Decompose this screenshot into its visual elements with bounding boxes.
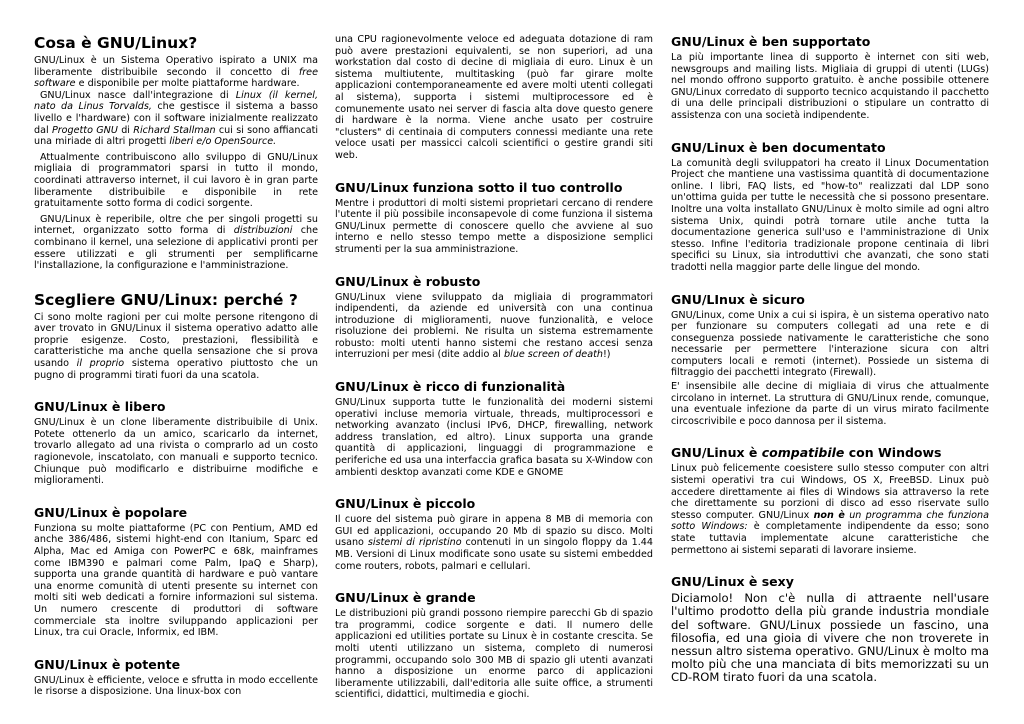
heading-ricco: GNU/Linux è ricco di funzionalità	[335, 379, 566, 395]
column-2	[335, 34, 653, 701]
paragraph-controllo: Mentre i produttori di molti sistemi proprietari cercano di rendere l'utente il più possibile inconsapevole di come funziona il sistema GNU/Linux permette di conoscere quello che avviene al suo interno e nello stesso tempo mette a disposizione semplici strumenti per la sua amministrazione.	[335, 197, 653, 255]
paragraph-piccolo: Il cuore del sistema può girare in appena 8 MB di memoria con GUI ed applicazioni, occupando 20 Mb di spazio su disco. Molti usano sistemi di ripristino contenuti in un singolo floppy da 1.44 MB. Versioni di Linux modificate sono usate su sistemi embedded come routers, robots, palmari e cellulari.	[335, 514, 653, 572]
paragraph-popolare: Funziona su molte piattaforme (PC con Pentium, AMD ed anche 386/486, sistemi hight-end con Itanium, Sparc ed Alpha, Mac ed Amiga con PowerPC e 68k, mainframes come IBM390 e palmari come Palm, IpaQ e Sharp), supporta una grande quantità di hardware e può vantare una enorme comunità di utenti presente su internet con molti siti web dedicati a fornire informazioni sul sistema. Un numero crescente di produttori di software commerciale sta inoltre sviluppando applicazioni per Linux, tra cui Oracle, Informix, ed IBM.	[34, 522, 318, 639]
title-cosa-e-gnu-linux: Cosa è GNU/Linux?	[34, 34, 198, 52]
heading-sicuro: GNU/LInux è sicuro	[671, 291, 805, 307]
title-scegliere-gnu-linux: Scegliere GNU/Linux: perché ?	[34, 290, 298, 309]
paragraph-intro: GNU/Linux è un Sistema Operativo ispirato a UNIX ma liberamente distribuibile secondo il concetto di free software e disponibile per molte piattaforme hardware.	[34, 55, 318, 90]
paragraph-reasons: Ci sono molte ragioni per cui molte persone ritengono di aver trovato in GNU/Linux il sistema operativo adatto alle proprie esigenze. Costo, prestazioni, flessibilità e caratteristiche ma anche quella sensazione che si prova usando il proprio sistema operativo piuttosto che un pugno di programmi tirati fuori da una scatola.	[34, 311, 318, 381]
paragraph-libero: GNU/Linux è un clone liberamente distribuibile di Unix. Potete ottenerlo da un amico, scaricarlo da internet, trovarlo allegato ad una rivista o comprarlo ad un costo ragionevole, inscatolato, con manuali e supporto tecnico. Chiunque può modificarlo e distribuirne modifiche e miglioramenti.	[34, 417, 318, 487]
heading-sexy: GNU/Linux è sexy	[671, 574, 794, 590]
heading-popolare: GNU/Linux è popolare	[34, 504, 188, 520]
paragraph-sicuro-1: GNU/Linux, come Unix a cui si ispira, è un sistema operativo nato per funzionare su computers collegati ad una rete e di conseguenza possiede nativamente le caratteristiche che sono necessarie per permettere l'interazione sicura con altri computers locali e remoti (internet). Possiede un sistema di filtraggio dei pacchetti integrato (Firewall).	[671, 309, 989, 379]
paragraph-sexy: Diciamolo! Non c'è nulla di attraente nell'usare l'ultimo prodotto della più grande industria mondiale del software. GNU/Linux possiede un fascino, una filosofia, ed una gioia di vivere che non troverete in nessun altro sistema operativo. GNU/Linux è molto ma molto più che una manciata di bits memorizzati su un CD-ROM tirato fuori da una scatola.	[671, 591, 989, 685]
paragraph-distributions: GNU/Linux è reperibile, oltre che per singoli progetti su internet, organizzato sotto forma di distribuzioni che combinano il kernel, una selezione di applicativi pronti per essere utilizzati e gli strumenti per semplificarne l'installazione, la configurazione e l'amministrazione.	[34, 213, 318, 272]
paragraph-potente-continued: una CPU ragionevolmente veloce ed adeguata dotazione di ram può avere prestazioni equivalenti, se non superiori, ad una workstation dal costo di decine di migliaia di euro. Linux è un sistema multiutente, multitasking (può far girare molte applicazioni contemporaneamente ed avere molti utenti collegati al sistema), supporta i sistemi multiprocessore ed è comunemente usato nei server di fascia alta dove questo genere di hardware è la norma. Viene anche usato per costruire "clusters" di centinaia di computers connessi mediante una rete veloce usati per massicci calcoli scientifici o gestire grandi siti web.	[335, 34, 653, 161]
paragraph-compatibile: Linux può felicemente coesistere sullo stesso computer con altri sistemi operativi tra cui Windows, OS X, FreeBSD. Linux può accedere direttamente ai files di Windows sia attraverso la rete che direttamente su porzioni di disco ad esso riservate sullo stesso computer. GNU/Linux non è un programma che funziona sotto Windows: è completamente indipendente da esso; sono state tuttavia implementate alcune caratteristiche che permettono ai sistemi separati di lavorare insieme.	[671, 463, 989, 556]
paragraph-origins: GNU/Linux nasce dall'integrazione di Linux (il kernel, nato da Linus Torvalds, che gestisce il sistema a basso livello e l'hardware) con il software inizialmente realizzato dal Progetto GNU di Richard Stallman cui si sono affiancati una miriade di altri progetti liberi e/o OpenSource.	[34, 89, 319, 148]
paragraph-grande: Le distribuzioni più grandi possono riempire parecchi Gb di spazio tra programmi, codice sorgente e dati. Il numero delle applicazioni ed utilities portate su Linux è in costante crescita. Se molti utenti utilizzano un sistema, completo di numerosi programmi, occupando solo 300 MB di spazio gli utenti avanzati hanno a disposizione un enorme parco di applicazioni liberamente utilizzabili, dall'editoria alle suite office, a strumenti scientifici, didattici, multimedia e giochi.	[335, 608, 653, 701]
heading-libero: GNU/Linux è libero	[34, 399, 166, 415]
heading-grande: GNU/Linux è grande	[335, 590, 476, 606]
heading-documentato: GNU/Linux è ben documentato	[671, 139, 886, 155]
paragraph-robusto: GNU/Linux viene sviluppato da migliaia di programmatori indipendenti, da aziende ed università con una continua introduzione di miglioramenti, nuove funzionalità, e veloce risoluzione dei problemi. Ne risulta un sistema estremamente robusto: molti utenti hanno sistemi che restano accesi senza interruzioni per mesi (dite addio al blue screen of death!)	[335, 291, 653, 361]
heading-compatibile: GNU/Linux è compatibile con Windows	[671, 445, 942, 461]
paragraph-ricco: GNU/Linux supporta tutte le funzionalità dei moderni sistemi operativi incluse memoria virtuale, threads, multiprocessori e networking avanzato (inclusi IPv6, DHCP, firewalling, network address translation, ed altro). Linux supporta una grande quantità di applicazioni, linguaggi di programmazione e periferiche ed usa una interfaccia grafica basata su X-Window con ambienti desktop avanzati come KDE e GNOME	[335, 397, 653, 478]
column-1	[34, 34, 318, 698]
paragraph-potente: GNU/Linux è efficiente, veloce e sfrutta in modo eccellente le risorse a disposizione. Una linux-box con	[34, 674, 318, 698]
paragraph-supportato: La più importante linea di supporto è internet con siti web, newsgroups and mailing lists. Migliaia di gruppi di utenti (LUGs) nel mondo offrono supporto gratuito. è anche possibile ottenere GNU/Linux corredato di supporto tecnico acquistando il pacchetto di una delle principali distribuzioni o stipulare un contratto di assistenza con una società indipendente.	[671, 52, 989, 121]
paragraph-contributors: Attualmente contribuiscono allo sviluppo di GNU/Linux migliaia di programmatori sparsi in tutto il mondo, coordinati attraverso internet, il cui lavoro è in gran parte liberamente distribuibile e disponibile in rete gratuitamente sotto forma di codici sorgente.	[34, 151, 318, 210]
heading-supportato: GNU/Linux è ben supportato	[671, 34, 871, 49]
heading-piccolo: GNU/Linux è piccolo	[335, 496, 476, 512]
column-3	[671, 34, 989, 685]
heading-controllo: GNU/Linux funziona sotto il tuo controllo	[335, 179, 623, 195]
heading-robusto: GNU/Linux è robusto	[335, 273, 481, 289]
paragraph-sicuro-2: E' insensibile alle decine di migliaia di virus che attualmente circolano in internet. La struttura di GNU/Linux rende, comunque, una eventuale infezione da parte di un virus mirato facilmente circoscrivibile e poco dannosa per il sistema.	[671, 381, 989, 427]
heading-potente: GNU/Linux è potente	[34, 656, 181, 672]
paragraph-documentato: La comunità degli sviluppatori ha creato il Linux Documentation Project che mantiene una vastissima quantità di documentazione online. I libri, FAQ lists, ed "how-to" realizzati dal LDP sono un'ottima guida per tutte le necessità che si possono presentare. Inoltre una volta installato GNU/Linux è molto simile ad ogni altro sistema Unix, quindi potrà tornare utile anche tutta la documentazione generica sull'uso e l'amministrazione di Unix stesso. Infine l'editoria tradizionale propone centinaia di libri specifici su Linux, sia introduttivi che avanzati, che sono stati tradotti nella maggior parte delle lingue del mondo.	[671, 157, 989, 273]
